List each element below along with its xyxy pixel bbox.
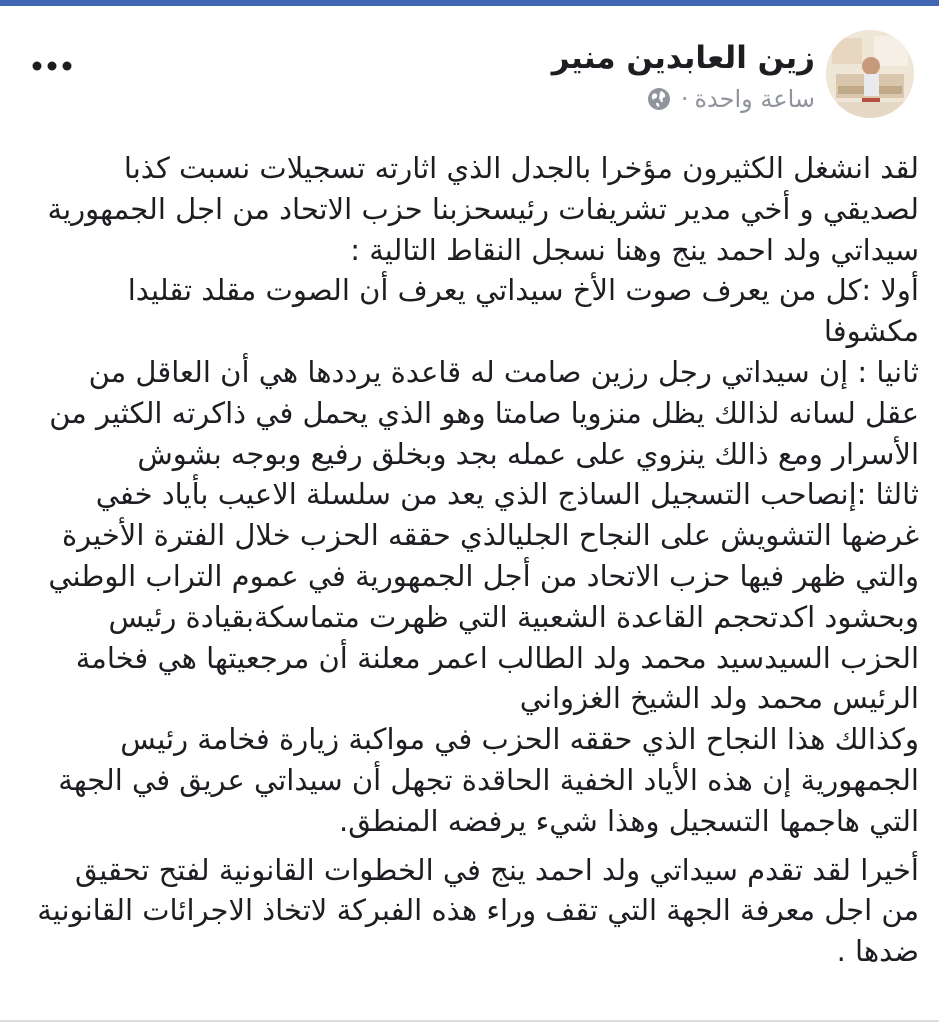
post-meta bbox=[647, 85, 815, 113]
paragraph-second: ثانيا : إن سيداتي رجل رزين صامت له قاعدة يرددها هي أن العاقل من عقل لسانه لذالك يظل منزويا صامتا وهو الذي يحمل في ذاكرته الكثير من الأسرار ومع ذالك ينزوي على عمله بجد وبخلق رفيع وبوجه بشوش bbox=[49, 354, 919, 471]
paragraph-also: وكذالك هذا النجاح الذي حققه الحزب في مواكبة زيارة فخامة رئيس الجمهورية إن هذه الأياد الخفية الحاقدة تجهل أن سيداتي عريق في الجهة التي هاجمها التسجيل وهذا شيء يرفضه المنطق. bbox=[58, 722, 919, 838]
author-name[interactable]: زين العابدين منير bbox=[551, 40, 815, 76]
meta-separator: · bbox=[680, 85, 689, 113]
post-header bbox=[0, 6, 939, 126]
more-options-icon[interactable] bbox=[32, 56, 72, 76]
post-divider bbox=[0, 1020, 939, 1022]
avatar-photo bbox=[826, 30, 914, 118]
facebook-post bbox=[0, 6, 939, 1024]
paragraph-intro: لقد انشغل الكثيرون مؤخرا بالجدل الذي اثارته تسجيلات نسبت كذبا لصديقي و أخي مدير تشريفات رئيسحزبنا حزب الاتحاد من اجل الجمهورية سيداتي ولد احمد ينج وهنا نسجل النقاط التالية : bbox=[47, 151, 919, 267]
paragraph-third: ثالثا :إنصاحب التسجيل الساذج الذي يعد من سلسلة الاعيب بأياد خفي غرضها التشويش على النجاح الجليالذي حققه الحزب خلال الفترة الأخيرة والتي ظهر فيها حزب الاتحاد من أجل الجمهورية في عموم التراب الوطني وبحشود اكدتحجم القاعدة الشعبية التي ظهرت متماسكةبقيادة رئيس الحزب السيدسيد محمد ولد الطالب اعمر معلنة أن مرجعيتها هي فخامة الرئيس محمد ولد الشيخ الغزواني bbox=[48, 477, 919, 716]
post-timestamp[interactable]: ساعة واحدة bbox=[694, 85, 815, 113]
paragraph-first: أولا :كل من يعرف صوت الأخ سيداتي يعرف أن الصوت مقلد تقليدا مكشوفا bbox=[127, 273, 919, 349]
paragraph-finally: أخيرا لقد تقدم سيداتي ولد احمد ينج في الخطوات القانونية لفتح تحقيق من اجل معرفة الجهة التي تقف وراء هذه الفبركة لاتخاذ الاجرائات القانونية ضدها . bbox=[37, 852, 919, 969]
globe-icon[interactable] bbox=[647, 87, 671, 111]
author-avatar[interactable] bbox=[826, 30, 914, 118]
post-body bbox=[30, 148, 919, 972]
